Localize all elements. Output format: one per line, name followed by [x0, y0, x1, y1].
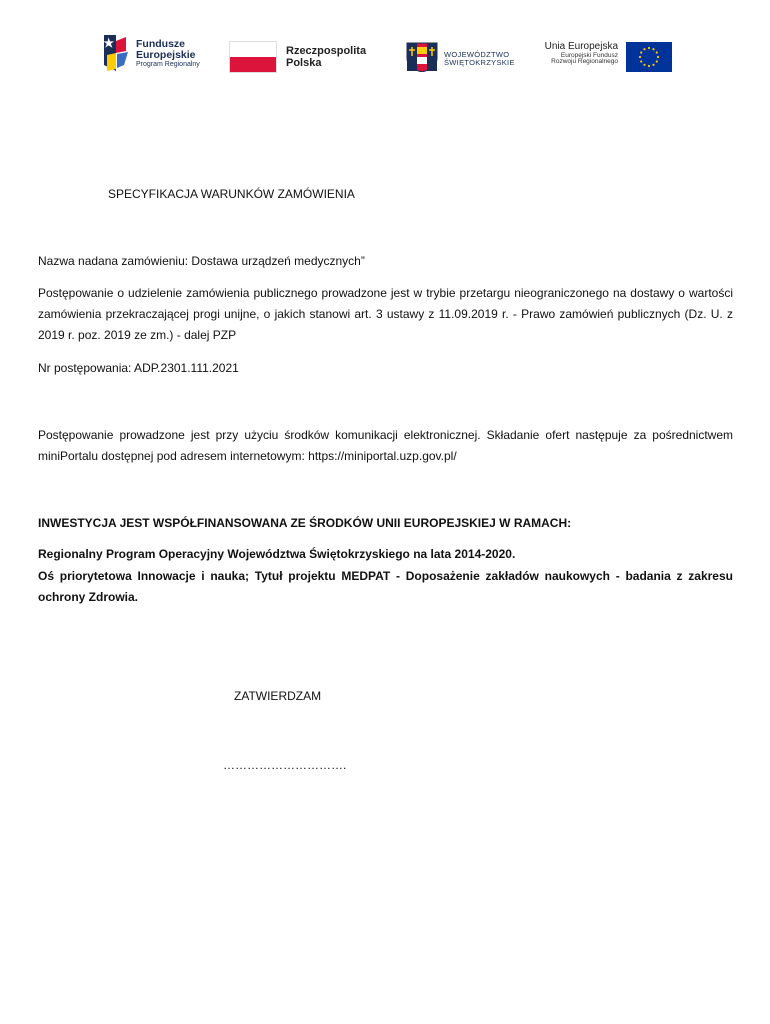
polish-flag-icon — [229, 41, 277, 73]
eu-star — [640, 60, 642, 62]
approval-label: ZATWIERDZAM — [234, 689, 322, 703]
eu-star — [648, 47, 650, 49]
logo-bar — [0, 0, 770, 100]
fundusze-europejskie-logo — [104, 34, 214, 74]
ws-logo-line1: WOJEWÓDZTWO — [444, 50, 510, 59]
procedure-info: Postępowanie o udzielenie zamówienia publicznego prowadzone jest w trybie przetargu nieograniczonego na dostawy o wartości zamówienia przekraczającej progi unijne, o jakich stanowi art. 3 ustawy z 11.09.2019 r. - Prawo zamówień publicznych (Dz. U. z 2019 r. poz. 2019 ze zm.) - dalej PZP — [38, 286, 733, 342]
program-line: Regionalny Program Operacyjny Województwa Świętokrzyskiego na lata 2014-2020. — [38, 547, 516, 561]
fundusze-europejskie-icon — [104, 35, 130, 71]
eu-flag-icon — [626, 42, 672, 72]
fe-logo-line2: Europejskie — [136, 49, 196, 62]
priority-axis-line: Oś priorytetowa Innowacje i nauka; Tytuł projektu MEDPAT - Doposażenie zakładów naukowych - badania z zakresu ochrony Zdrowia. — [38, 569, 733, 604]
electronic-communication-info: Postępowanie prowadzone jest przy użyciu środków komunikacji elektronicznej. Składanie ofert następuje za pośrednictwem miniPortalu dostępnej pod adresem internetowym: https://miniportal.uzp.gov.pl/ — [38, 428, 733, 463]
eu-star — [648, 65, 650, 67]
eu-star — [656, 51, 658, 53]
eu-star — [639, 56, 641, 58]
eu-star — [640, 51, 642, 53]
eu-star — [652, 64, 654, 66]
coat-of-arms-icon — [406, 42, 438, 72]
ue-logo-line3: Rozwoju Regionalnego — [551, 58, 618, 66]
document-title: SPECYFIKACJA WARUNKÓW ZAMÓWIENIA — [108, 187, 355, 201]
order-name: Nazwa nadana zamówieniu: Dostawa urządzeń medycznych” — [38, 254, 365, 268]
ws-logo-line2: ŚWIĘTOKRZYSKIE — [444, 57, 515, 67]
eu-star — [643, 64, 645, 66]
eu-star — [656, 60, 658, 62]
cofinancing-heading: INWESTYCJA JEST WSPÓŁFINANSOWANA ZE ŚRODKÓW UNII EUROPEJSKIEJ W RAMACH: — [38, 516, 572, 530]
ue-logo-line1: Unia Europejska — [544, 41, 618, 52]
eu-star — [643, 48, 645, 50]
rp-logo-line2: Polska — [286, 56, 322, 69]
rp-logo-line1: Rzeczpospolita — [286, 45, 367, 57]
eu-star — [652, 48, 654, 50]
unia-europejska-logo — [540, 40, 672, 74]
fe-logo-line1: Fundusze — [136, 38, 185, 50]
eu-star — [657, 56, 659, 58]
signature-line: …………………………. — [223, 758, 347, 772]
wojewodztwo-swietokrzyskie-logo — [406, 42, 516, 74]
procedure-number: Nr postępowania: ADP.2301.111.2021 — [38, 361, 239, 375]
fe-logo-line3: Program Regionalny — [136, 61, 200, 69]
ue-logo-line2: Europejski Fundusz — [560, 51, 618, 59]
rzeczpospolita-polska-logo — [229, 41, 374, 75]
